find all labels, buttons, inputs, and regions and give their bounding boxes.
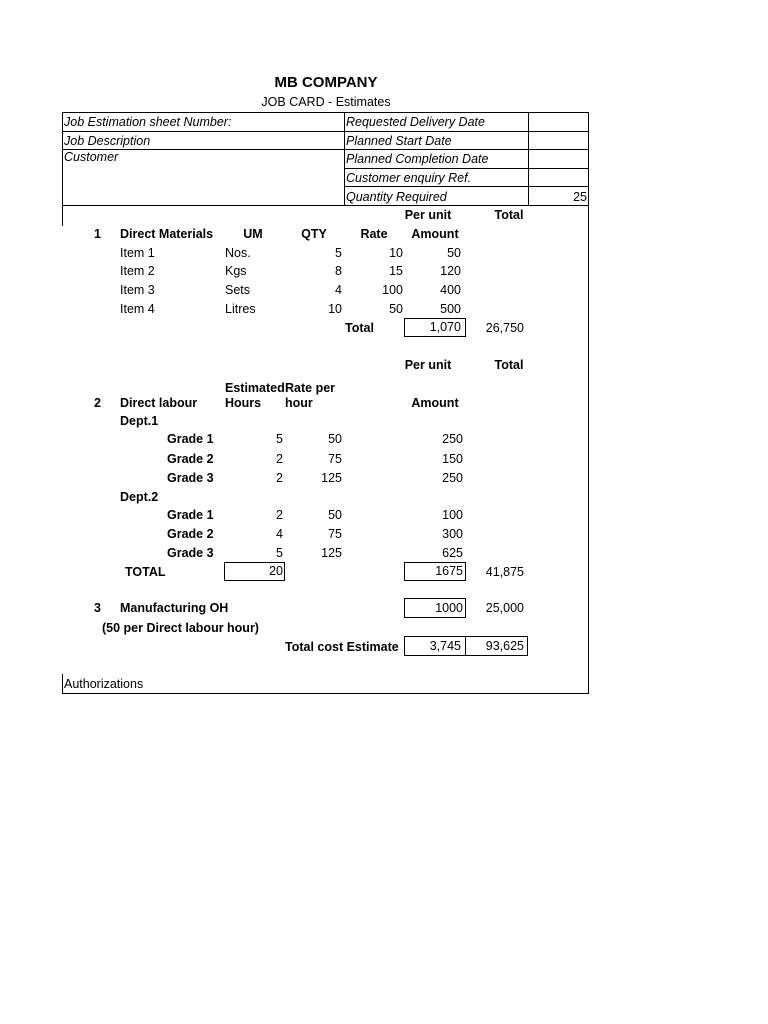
- grade-rate: 75: [328, 527, 342, 541]
- per-unit-heading: Per unit: [404, 358, 452, 372]
- item-amount: 50: [447, 246, 461, 260]
- item-rate: 100: [382, 283, 403, 297]
- manufacturing-oh-heading: Manufacturing OH: [120, 601, 229, 615]
- amount-heading: Amount: [411, 396, 459, 410]
- section-number-2: 2: [94, 396, 101, 410]
- quantity-required-value: 25: [573, 190, 587, 204]
- grade-rate: 50: [328, 508, 342, 522]
- per-unit-heading: Per unit: [404, 208, 452, 222]
- grade-amount: 250: [442, 432, 463, 446]
- company-name: MB COMPANY: [274, 74, 378, 91]
- direct-materials-heading: Direct Materials: [120, 227, 214, 241]
- total-heading: Total: [494, 358, 524, 372]
- grade-rate: 75: [328, 452, 342, 466]
- planned-start-date-label: Planned Start Date: [346, 134, 452, 148]
- grand-total-per-unit: 3,745: [429, 639, 461, 653]
- grade-label: Grade 2: [167, 527, 214, 541]
- grade-label: Grade 3: [167, 546, 214, 560]
- grade-hours: 2: [276, 508, 283, 522]
- grade-rate: 50: [328, 432, 342, 446]
- materials-total-label: Total: [345, 321, 374, 335]
- item-name: Item 1: [120, 246, 155, 260]
- section-number-1: 1: [94, 227, 101, 241]
- labour-total-per-unit: 1675: [435, 564, 463, 578]
- grade-hours: 2: [276, 452, 283, 466]
- item-name: Item 3: [120, 283, 155, 297]
- grade-amount: 100: [442, 508, 463, 522]
- item-um: Kgs: [225, 264, 247, 278]
- grade-hours: 5: [276, 546, 283, 560]
- materials-total-per-unit: 1,070: [429, 320, 461, 334]
- section-number-3: 3: [94, 601, 101, 615]
- item-rate: 15: [389, 264, 403, 278]
- grade-amount: 150: [442, 452, 463, 466]
- labour-total-all: 41,875: [485, 565, 524, 579]
- materials-total-all: 26,750: [485, 321, 524, 335]
- hours-heading: Hours: [225, 396, 262, 410]
- labour-hours-total: 20: [269, 564, 283, 578]
- customer-enquiry-ref-label: Customer enquiry Ref.: [346, 171, 472, 185]
- grade-amount: 625: [442, 546, 463, 560]
- item-rate: 50: [389, 302, 403, 316]
- direct-labour-heading: Direct labour: [120, 396, 198, 410]
- authorizations-label: Authorizations: [64, 677, 144, 691]
- item-um: Nos.: [225, 246, 251, 260]
- amount-heading: Amount: [411, 227, 459, 241]
- grade-hours: 5: [276, 432, 283, 446]
- item-name: Item 2: [120, 264, 155, 278]
- grand-total-divider: [465, 636, 466, 656]
- item-qty: 10: [328, 302, 342, 316]
- document-subtitle: JOB CARD - Estimates: [261, 95, 391, 109]
- grade-label: Grade 2: [167, 452, 214, 466]
- total-cost-estimate-label: Total cost Estimate: [285, 640, 399, 654]
- grade-amount: 300: [442, 527, 463, 541]
- item-um: Sets: [225, 283, 251, 297]
- qty-heading: QTY: [301, 227, 327, 241]
- quantity-required-label: Quantity Required: [346, 190, 447, 204]
- grade-hours: 2: [276, 471, 283, 485]
- grade-label: Grade 3: [167, 471, 214, 485]
- item-qty: 5: [335, 246, 342, 260]
- labour-total-label: TOTAL: [125, 565, 166, 579]
- um-heading: UM: [243, 227, 263, 241]
- item-qty: 4: [335, 283, 342, 297]
- total-heading: Total: [494, 208, 524, 222]
- overhead-total: 25,000: [485, 601, 524, 615]
- rate-per-heading: Rate per: [285, 381, 336, 395]
- dept-1-label: Dept.1: [120, 414, 159, 428]
- item-amount: 120: [440, 264, 461, 278]
- requested-delivery-date-label: Requested Delivery Date: [346, 115, 485, 129]
- planned-completion-date-label: Planned Completion Date: [346, 152, 489, 166]
- grade-label: Grade 1: [167, 508, 214, 522]
- grade-amount: 250: [442, 471, 463, 485]
- grade-label: Grade 1: [167, 432, 214, 446]
- estimated-heading: Estimated: [225, 381, 285, 395]
- item-um: Litres: [225, 302, 256, 316]
- item-qty: 8: [335, 264, 342, 278]
- dept-2-label: Dept.2: [120, 490, 159, 504]
- rate-heading: Rate: [360, 227, 388, 241]
- job-description-label: Job Description: [64, 134, 151, 148]
- grand-total-all: 93,625: [485, 639, 524, 653]
- item-name: Item 4: [120, 302, 155, 316]
- grade-rate: 125: [321, 546, 342, 560]
- grade-rate: 125: [321, 471, 342, 485]
- item-amount: 400: [440, 283, 461, 297]
- grade-hours: 4: [276, 527, 283, 541]
- job-estimation-number-label: Job Estimation sheet Number:: [64, 115, 232, 129]
- item-amount: 500: [440, 302, 461, 316]
- overhead-note: (50 per Direct labour hour): [102, 621, 259, 635]
- customer-label: Customer: [64, 150, 119, 164]
- item-rate: 10: [389, 246, 403, 260]
- hour-heading: hour: [285, 396, 313, 410]
- overhead-per-unit: 1000: [435, 601, 463, 615]
